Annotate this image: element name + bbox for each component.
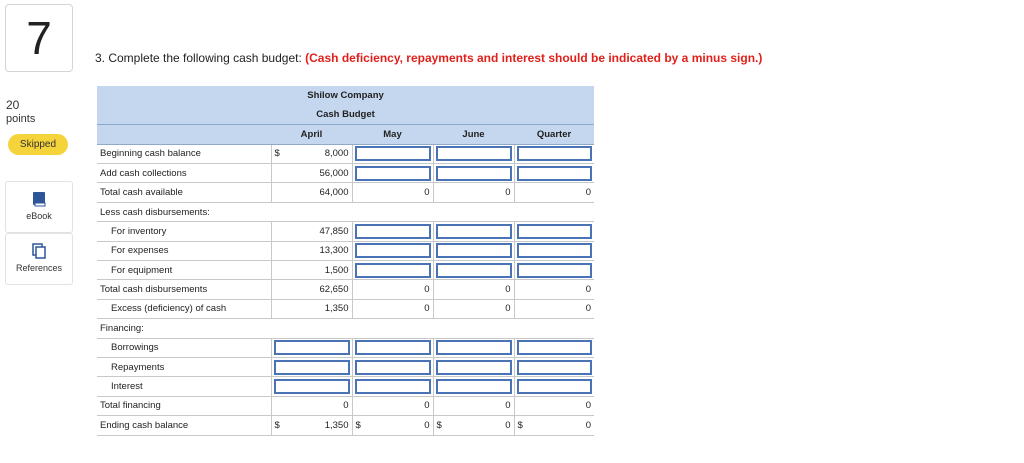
quarter-input[interactable] [517, 379, 593, 394]
input-cell [433, 241, 514, 260]
cell-value: 0 [505, 187, 511, 199]
budget-row [97, 416, 594, 435]
points-value: 20 [6, 98, 20, 112]
quarter-value [514, 280, 594, 299]
input-cell [352, 357, 433, 376]
may-input[interactable] [355, 243, 431, 258]
input-cell [514, 357, 594, 376]
quarter-input[interactable] [517, 340, 593, 355]
row-label: Add cash collections [97, 164, 271, 183]
quarter-value [514, 183, 594, 202]
row-label: Borrowings [97, 338, 271, 357]
quarter-input[interactable] [517, 243, 593, 258]
april-input[interactable] [274, 340, 350, 355]
april-value [271, 261, 352, 280]
col-header-june: June [433, 125, 514, 144]
col-header-may: May [352, 125, 433, 144]
input-cell [433, 338, 514, 357]
june-value [433, 299, 514, 318]
budget-row [97, 357, 594, 376]
points-info [6, 98, 46, 126]
quarter-input[interactable] [517, 263, 593, 278]
row-label: For expenses [97, 241, 271, 260]
row-label: Less cash disbursements: [97, 202, 271, 221]
empty-cell [514, 202, 594, 221]
april-value [271, 241, 352, 260]
april-value [271, 183, 352, 202]
june-input[interactable] [436, 243, 512, 258]
input-cell [514, 338, 594, 357]
april-value [271, 299, 352, 318]
may-input[interactable] [355, 360, 431, 375]
row-label: Total financing [97, 396, 271, 415]
cell-value: 0 [343, 400, 349, 412]
quarter-input[interactable] [517, 166, 593, 181]
input-cell [514, 241, 594, 260]
row-label: Financing: [97, 319, 271, 338]
row-label: For inventory [97, 222, 271, 241]
quarter-input[interactable] [517, 360, 593, 375]
cell-value: 0 [424, 400, 430, 412]
cell-value: 13,300 [319, 245, 349, 257]
input-cell [271, 338, 352, 357]
input-cell [433, 144, 514, 163]
dollar-sign: $ [274, 148, 280, 160]
june-input[interactable] [436, 340, 512, 355]
header-blank [97, 125, 271, 144]
input-cell [271, 377, 352, 396]
input-cell [514, 261, 594, 280]
may-input[interactable] [355, 224, 431, 239]
april-value [271, 222, 352, 241]
june-value [433, 280, 514, 299]
may-input[interactable] [355, 379, 431, 394]
june-input[interactable] [436, 263, 512, 278]
april-input[interactable] [274, 379, 350, 394]
may-value [352, 396, 433, 415]
row-label: Total cash available [97, 183, 271, 202]
budget-row [97, 164, 594, 183]
cell-value: 47,850 [319, 225, 349, 237]
cell-value: 0 [424, 284, 430, 296]
input-cell [514, 164, 594, 183]
cell-value: 56,000 [319, 167, 349, 179]
skipped-badge: Skipped [8, 134, 68, 155]
question-number-text: 7 [26, 12, 52, 64]
cell-value: 0 [505, 303, 511, 315]
documents-icon [32, 243, 46, 259]
budget-row [97, 241, 594, 260]
input-cell [514, 144, 594, 163]
dollar-sign: $ [355, 419, 361, 431]
budget-row [97, 183, 594, 202]
book-icon [32, 191, 46, 207]
june-value [433, 416, 514, 435]
empty-cell [271, 202, 352, 221]
budget-title: Cash Budget [97, 105, 594, 124]
col-header-april: April [271, 125, 352, 144]
empty-cell [352, 319, 433, 338]
input-cell [352, 338, 433, 357]
cell-value: 0 [585, 419, 592, 431]
cell-value: 0 [585, 284, 592, 296]
may-input[interactable] [355, 166, 431, 181]
budget-row [97, 377, 594, 396]
june-input[interactable] [436, 146, 512, 161]
input-cell [352, 164, 433, 183]
cash-budget-table [97, 86, 594, 436]
question-prompt: 3. Complete the following cash budget: [95, 51, 302, 65]
input-cell [352, 144, 433, 163]
references-button[interactable] [5, 233, 73, 285]
april-value [271, 280, 352, 299]
input-cell [433, 261, 514, 280]
row-label: For equipment [97, 261, 271, 280]
empty-cell [514, 319, 594, 338]
row-label: Repayments [97, 357, 271, 376]
dollar-sign: $ [517, 419, 523, 431]
input-cell [433, 222, 514, 241]
references-label: References [15, 263, 63, 273]
budget-row [97, 280, 594, 299]
may-value [352, 280, 433, 299]
april-value [271, 416, 352, 435]
budget-row [97, 319, 594, 338]
quarter-input[interactable] [517, 146, 593, 161]
may-value [352, 416, 433, 435]
cell-value: 0 [505, 400, 511, 412]
empty-cell [433, 202, 514, 221]
june-value [433, 396, 514, 415]
cell-value: 0 [585, 400, 592, 412]
input-cell [514, 377, 594, 396]
cell-value: 0 [585, 303, 592, 315]
empty-cell [433, 319, 514, 338]
quarter-input[interactable] [517, 224, 593, 239]
cell-value: 1,350 [324, 303, 349, 315]
input-cell [352, 241, 433, 260]
cell-value: 0 [505, 284, 511, 296]
cell-value: 64,000 [319, 187, 349, 199]
row-label: Beginning cash balance [97, 144, 271, 163]
dollar-sign: $ [436, 419, 442, 431]
cell-value: 0 [505, 419, 511, 431]
row-label: Ending cash balance [97, 416, 271, 435]
april-value [271, 144, 352, 163]
may-input[interactable] [355, 340, 431, 355]
june-value [433, 183, 514, 202]
input-cell [352, 377, 433, 396]
cell-value: 0 [424, 187, 430, 199]
cell-value: 0 [424, 303, 430, 315]
dollar-sign: $ [274, 419, 280, 431]
quarter-value [514, 396, 594, 415]
row-label: Excess (deficiency) of cash [97, 299, 271, 318]
points-label: points [6, 113, 36, 125]
empty-cell [352, 202, 433, 221]
june-input[interactable] [436, 224, 512, 239]
may-input[interactable] [355, 263, 431, 278]
cell-value: 1,500 [324, 264, 349, 276]
cell-value: 8,000 [324, 148, 349, 160]
april-input[interactable] [274, 360, 350, 375]
input-cell [352, 261, 433, 280]
may-value [352, 183, 433, 202]
june-input[interactable] [436, 360, 512, 375]
quarter-value [514, 299, 594, 318]
row-label: Interest [97, 377, 271, 396]
cell-value: 0 [585, 187, 592, 199]
cell-value: 0 [424, 419, 430, 431]
input-cell [433, 377, 514, 396]
june-input[interactable] [436, 379, 512, 394]
input-cell [433, 357, 514, 376]
question-instruction: (Cash deficiency, repayments and interest should be indicated by a minus sign.) [305, 51, 763, 65]
cell-value: 1,350 [324, 419, 349, 431]
budget-row [97, 202, 594, 221]
april-value [271, 164, 352, 183]
input-cell [433, 164, 514, 183]
budget-row [97, 338, 594, 357]
budget-row [97, 396, 594, 415]
input-cell [271, 357, 352, 376]
budget-row [97, 261, 594, 280]
june-input[interactable] [436, 166, 512, 181]
may-input[interactable] [355, 146, 431, 161]
ebook-label: eBook [26, 211, 52, 221]
budget-row [97, 144, 594, 163]
empty-cell [271, 319, 352, 338]
col-header-quarter: Quarter [514, 125, 594, 144]
budget-row [97, 299, 594, 318]
budget-row [97, 222, 594, 241]
quarter-value [514, 416, 594, 435]
april-value [271, 396, 352, 415]
company-name: Shilow Company [97, 86, 594, 105]
input-cell [514, 222, 594, 241]
row-label: Total cash disbursements [97, 280, 271, 299]
input-cell [352, 222, 433, 241]
question-number [5, 4, 73, 72]
ebook-button[interactable] [5, 181, 73, 233]
cell-value: 62,650 [319, 284, 349, 296]
question-text [95, 51, 762, 65]
may-value [352, 299, 433, 318]
